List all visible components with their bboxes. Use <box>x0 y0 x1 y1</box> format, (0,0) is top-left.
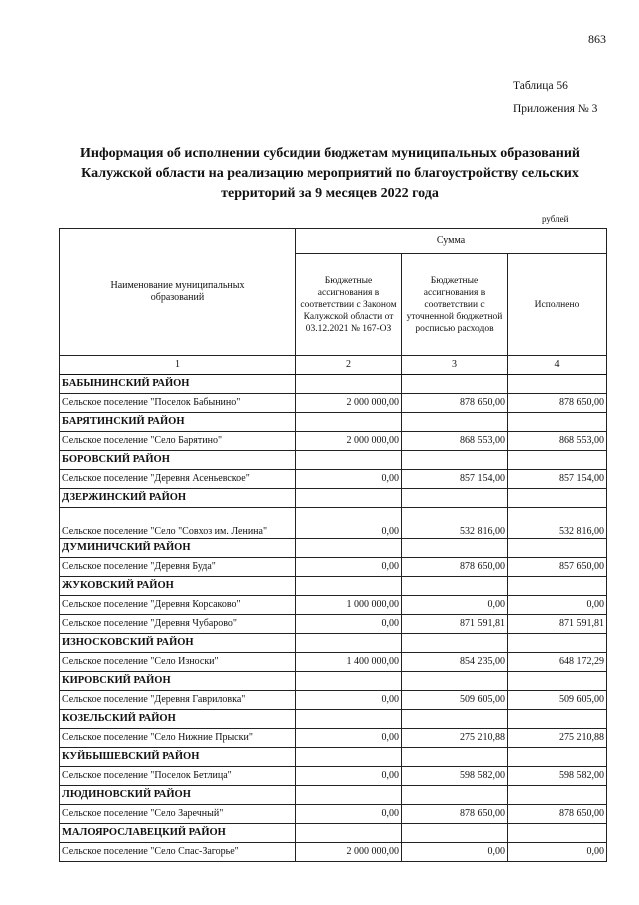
empty-cell <box>296 634 402 653</box>
district-name: ДУМИНИЧСКИЙ РАЙОН <box>60 539 296 558</box>
header-plan-allocation: Бюджетные ассигнования в соответствии с уточненной бюджетной росписью расходов <box>402 254 508 356</box>
executed-value: 275 210,88 <box>508 729 607 748</box>
law-allocation-value: 1 000 000,00 <box>296 596 402 615</box>
empty-cell <box>508 489 607 508</box>
district-row <box>60 413 607 432</box>
plan-allocation-value: 532 816,00 <box>402 508 508 539</box>
law-allocation-value: 0,00 <box>296 767 402 786</box>
empty-cell <box>402 539 508 558</box>
document-title: Информация об исполнении субсидии бюджетам муниципальных образований Калужской области на реализацию мероприятий по благоустройству сельских территорий за 9 месяцев 2022 года <box>80 146 580 201</box>
empty-cell <box>402 710 508 729</box>
settlement-row <box>60 767 607 786</box>
settlement-row <box>60 470 607 489</box>
settlement-row <box>60 805 607 824</box>
empty-cell <box>402 577 508 596</box>
district-row <box>60 672 607 691</box>
empty-cell <box>508 451 607 470</box>
column-number: 1 <box>60 356 296 375</box>
empty-cell <box>296 824 402 843</box>
column-number: 2 <box>296 356 402 375</box>
district-row <box>60 748 607 767</box>
plan-allocation-value: 878 650,00 <box>402 558 508 577</box>
law-allocation-value: 0,00 <box>296 729 402 748</box>
settlement-row <box>60 508 607 539</box>
settlement-row <box>60 653 607 672</box>
empty-cell <box>296 451 402 470</box>
settlement-row <box>60 432 607 451</box>
empty-cell <box>508 413 607 432</box>
plan-allocation-value: 275 210,88 <box>402 729 508 748</box>
settlement-name: Сельское поселение "Село Спас-Загорье" <box>60 843 296 862</box>
table-label: Таблица 56 <box>513 80 568 92</box>
settlement-row <box>60 558 607 577</box>
plan-allocation-value: 598 582,00 <box>402 767 508 786</box>
empty-cell <box>508 672 607 691</box>
empty-cell <box>402 672 508 691</box>
executed-value: 857 650,00 <box>508 558 607 577</box>
settlement-name: Сельское поселение "Деревня Асеньевское" <box>60 470 296 489</box>
plan-allocation-value: 854 235,00 <box>402 653 508 672</box>
law-allocation-value: 0,00 <box>296 615 402 634</box>
empty-cell <box>296 577 402 596</box>
settlement-name: Сельское поселение "Село Износки" <box>60 653 296 672</box>
district-name: МАЛОЯРОСЛАВЕЦКИЙ РАЙОН <box>60 824 296 843</box>
empty-cell <box>402 451 508 470</box>
district-row <box>60 824 607 843</box>
empty-cell <box>402 748 508 767</box>
district-name: КОЗЕЛЬСКИЙ РАЙОН <box>60 710 296 729</box>
law-allocation-value: 2 000 000,00 <box>296 843 402 862</box>
district-row <box>60 539 607 558</box>
settlement-name: Сельское поселение "Поселок Бабынино" <box>60 394 296 413</box>
settlement-row <box>60 691 607 710</box>
executed-value: 0,00 <box>508 843 607 862</box>
executed-value: 598 582,00 <box>508 767 607 786</box>
header-law-allocation: Бюджетные ассигнования в соответствии с Законом Калужской области от 03.12.2021 № 167-ОЗ <box>296 254 402 356</box>
appendix-label: Приложения № 3 <box>513 103 598 115</box>
empty-cell <box>508 710 607 729</box>
district-name: ЖУКОВСКИЙ РАЙОН <box>60 577 296 596</box>
empty-cell <box>508 375 607 394</box>
page-number: 863 <box>588 32 606 46</box>
unit-label: рублей <box>542 214 569 224</box>
empty-cell <box>296 710 402 729</box>
plan-allocation-value: 857 154,00 <box>402 470 508 489</box>
executed-value: 648 172,29 <box>508 653 607 672</box>
settlement-name: Сельское поселение "Деревня Гавриловка" <box>60 691 296 710</box>
settlement-name: Сельское поселение "Село Нижние Прыски" <box>60 729 296 748</box>
settlement-name: Сельское поселение "Поселок Бетлица" <box>60 767 296 786</box>
column-number: 3 <box>402 356 508 375</box>
district-row <box>60 489 607 508</box>
district-name: БАБЫНИНСКИЙ РАЙОН <box>60 375 296 394</box>
law-allocation-value: 0,00 <box>296 691 402 710</box>
settlement-row <box>60 394 607 413</box>
district-row <box>60 451 607 470</box>
law-allocation-value: 0,00 <box>296 508 402 539</box>
table-body <box>60 375 607 862</box>
settlement-name: Сельское поселение "Село Барятино" <box>60 432 296 451</box>
empty-cell <box>508 539 607 558</box>
empty-cell <box>402 489 508 508</box>
empty-cell <box>508 577 607 596</box>
settlement-row <box>60 596 607 615</box>
empty-cell <box>402 413 508 432</box>
empty-cell <box>508 748 607 767</box>
plan-allocation-value: 0,00 <box>402 596 508 615</box>
law-allocation-value: 1 400 000,00 <box>296 653 402 672</box>
empty-cell <box>296 375 402 394</box>
header-name: Наименование муниципальных образований <box>60 229 296 356</box>
empty-cell <box>508 786 607 805</box>
empty-cell <box>296 539 402 558</box>
district-row <box>60 577 607 596</box>
district-name: КИРОВСКИЙ РАЙОН <box>60 672 296 691</box>
empty-cell <box>296 786 402 805</box>
settlement-name: Сельское поселение "Деревня Чубарово" <box>60 615 296 634</box>
law-allocation-value: 2 000 000,00 <box>296 394 402 413</box>
executed-value: 532 816,00 <box>508 508 607 539</box>
executed-value: 871 591,81 <box>508 615 607 634</box>
column-number: 4 <box>508 356 607 375</box>
law-allocation-value: 0,00 <box>296 558 402 577</box>
executed-value: 868 553,00 <box>508 432 607 451</box>
law-allocation-value: 2 000 000,00 <box>296 432 402 451</box>
plan-allocation-value: 0,00 <box>402 843 508 862</box>
executed-value: 857 154,00 <box>508 470 607 489</box>
empty-cell <box>508 824 607 843</box>
empty-cell <box>402 824 508 843</box>
empty-cell <box>296 413 402 432</box>
plan-allocation-value: 871 591,81 <box>402 615 508 634</box>
empty-cell <box>402 634 508 653</box>
executed-value: 878 650,00 <box>508 805 607 824</box>
settlement-row <box>60 843 607 862</box>
settlement-name: Сельское поселение "Деревня Буда" <box>60 558 296 577</box>
district-row <box>60 634 607 653</box>
plan-allocation-value: 878 650,00 <box>402 805 508 824</box>
empty-cell <box>296 672 402 691</box>
empty-cell <box>402 375 508 394</box>
settlement-row <box>60 615 607 634</box>
settlement-row <box>60 729 607 748</box>
law-allocation-value: 0,00 <box>296 470 402 489</box>
settlement-name: Сельское поселение "Село Заречный" <box>60 805 296 824</box>
district-name: КУЙБЫШЕВСКИЙ РАЙОН <box>60 748 296 767</box>
plan-allocation-value: 868 553,00 <box>402 432 508 451</box>
district-name: БОРОВСКИЙ РАЙОН <box>60 451 296 470</box>
executed-value: 878 650,00 <box>508 394 607 413</box>
header-executed: Исполнено <box>508 254 607 356</box>
empty-cell <box>296 489 402 508</box>
district-name: ЛЮДИНОВСКИЙ РАЙОН <box>60 786 296 805</box>
executed-value: 0,00 <box>508 596 607 615</box>
header-sum: Сумма <box>296 229 607 254</box>
empty-cell <box>508 634 607 653</box>
district-name: ДЗЕРЖИНСКИЙ РАЙОН <box>60 489 296 508</box>
district-name: БАРЯТИНСКИЙ РАЙОН <box>60 413 296 432</box>
settlement-name: Сельское поселение "Село "Совхоз им. Ленина" <box>60 508 296 539</box>
settlement-name: Сельское поселение "Деревня Корсаково" <box>60 596 296 615</box>
plan-allocation-value: 509 605,00 <box>402 691 508 710</box>
district-name: ИЗНОСКОВСКИЙ РАЙОН <box>60 634 296 653</box>
district-row <box>60 375 607 394</box>
plan-allocation-value: 878 650,00 <box>402 394 508 413</box>
district-row <box>60 710 607 729</box>
law-allocation-value: 0,00 <box>296 805 402 824</box>
executed-value: 509 605,00 <box>508 691 607 710</box>
empty-cell <box>296 748 402 767</box>
empty-cell <box>402 786 508 805</box>
subsidy-table <box>59 228 607 862</box>
district-row <box>60 786 607 805</box>
